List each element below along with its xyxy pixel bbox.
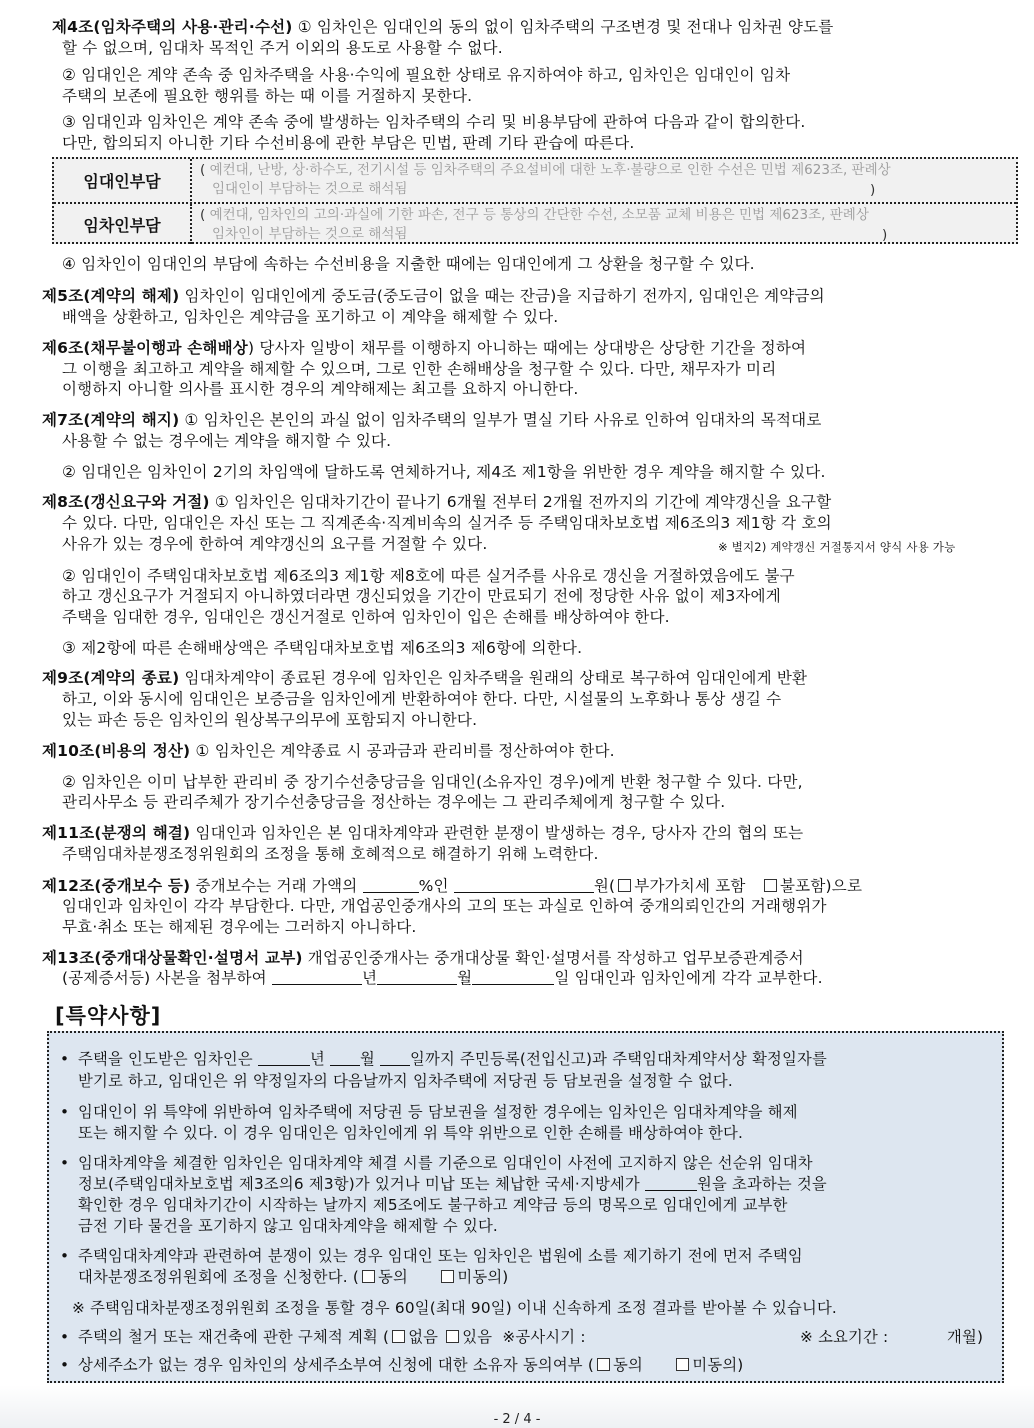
special-item2-line1: • 임대인이 위 특약에 위반하여 임차주택에 저당권 등 담보권을 설정한 경우에는 임차인은 임대차계약을 해제 xyxy=(60,1102,798,1124)
special-item5: • 주택의 철거 또는 재건축에 관한 구체적 계획 ( 없음 있음 ※공사시기 : xyxy=(60,1327,586,1349)
bullet-icon: • xyxy=(60,1050,70,1068)
article4-p4: ④ 임차인이 임대인의 부담에 속하는 수선비용을 지출한 때에는 임대인에게 그 상환을 청구할 수 있다. xyxy=(62,255,755,273)
special-terms-title: [특약사항] xyxy=(55,1004,162,1028)
move-in-month-field[interactable] xyxy=(330,1049,360,1066)
bullet-icon: • xyxy=(60,1356,70,1374)
article8-p2-line3: 주택을 임대한 경우, 임대인은 갱신거절로 인하여 임차인이 입은 손해를 배상하여야 한다. xyxy=(62,608,670,626)
delivery-year-field[interactable] xyxy=(272,968,362,985)
delivery-month-field[interactable] xyxy=(377,968,457,985)
landlord-cost-label: 임대인부담 xyxy=(54,159,192,201)
article8-title: 제8조(갱신요구와 거절) xyxy=(42,493,210,511)
special-item3-line2: 정보(주택임대차보호법 제3조의6 제3항)가 있거나 미납 또는 체납한 국세·지방세가 원을 초과하는 것을 xyxy=(78,1175,827,1193)
article13-line1: 제13조(중개대상물확인·설명서 교부) 개업공인중개사는 중개대상물 확인·설명서를 작성하고 업무보증관계증서 xyxy=(42,949,804,967)
tenant-cost-hint[interactable]: ( 예컨대, 임차인의 고의·과실에 기한 파손, 전구 등 통상의 간단한 수선, 소모품 교체 비용은 민법 제623조, 판례상 임차인이 부담하는 것으로 해석됨 ) xyxy=(200,207,888,243)
landlord-cost-hint[interactable]: ( 예컨대, 난방, 상·하수도, 전기시설 등 임차주택의 주요설비에 대한 노후·불량으로 인한 수선은 민법 제623조, 판례상 임대인이 부담하는 것으로 해석됨 ) xyxy=(200,162,891,198)
article7-p1-line2: 사용할 수 없는 경우에는 계약을 해지할 수 있다. xyxy=(62,432,392,450)
article6-title: 제6조(채무불이행과 손해배상 xyxy=(42,339,248,357)
article4-p2-line2: 주택의 보존에 필요한 행위를 하는 때 이를 거절하지 못한다. xyxy=(62,87,473,105)
article13-line2: (공제증서등) 사본을 첨부하여 년 월 일 임대인과 임차인에게 각각 교부한다. xyxy=(62,969,823,987)
article4-p3-line2: 다만, 합의되지 아니한 기타 수선비용에 관한 부담은 민법, 판례 기타 관습에 따른다. xyxy=(62,134,635,152)
article4-p1-line1: 제4조(임차주택의 사용·관리·수선) ① 임차인은 임대인의 동의 없이 임차주택의 구조변경 및 전대나 임차권 양도를 xyxy=(52,18,834,36)
article8-p2-line2: 하고 갱신요구가 거절되지 아니하였더라면 갱신되었을 기간이 만료되기 전에 정당한 사유 없이 제3자에게 xyxy=(62,587,781,605)
address-agree-checkbox[interactable] xyxy=(597,1358,610,1371)
brokerage-rate-field[interactable] xyxy=(363,876,419,893)
article12-line2: 임대인과 임차인이 각각 부담한다. 다만, 개업공인중개사의 고의 또는 과실로 인하여 중개의뢰인간의 거래행위가 xyxy=(62,897,827,915)
special-item3-line4: 금전 기타 물건을 포기하지 않고 임대차계약을 해제할 수 있다. xyxy=(78,1217,498,1235)
bullet-icon: • xyxy=(60,1103,70,1121)
demolition-none-checkbox[interactable] xyxy=(392,1330,405,1343)
article5-line1: 제5조(계약의 해제) 임차인이 임대인에게 중도금(중도금이 없을 때는 잔금)을 지급하기 전까지, 임대인은 계약금의 xyxy=(42,287,825,305)
article7-title: 제7조(계약의 해지) xyxy=(42,411,180,429)
move-in-day-field[interactable] xyxy=(380,1049,410,1066)
bullet-icon: • xyxy=(60,1154,70,1172)
article8-p3: ③ 제2항에 따른 손해배상액은 주택임대차보호법 제6조의3 제6항에 의한다. xyxy=(62,639,583,657)
article4-title: 제4조(임차주택의 사용·관리·수선) xyxy=(52,18,293,36)
bullet-icon: • xyxy=(60,1247,70,1265)
mediation-agree-checkbox[interactable] xyxy=(362,1270,375,1283)
article4-p3-line1: ③ 임대인과 임차인은 계약 존속 중에 발생하는 임차주택의 수리 및 비용부담에 관하여 다음과 같이 합의한다. xyxy=(62,113,806,131)
article9-line3: 있는 파손 등은 임차인의 원상복구의무에 포함되지 아니한다. xyxy=(62,711,478,729)
tax-threshold-field[interactable] xyxy=(645,1174,697,1191)
article8-p1-line1: 제8조(갱신요구와 거절) ① 임차인은 임대차기간이 끝나기 6개월 전부터 2개월 전까지의 기간에 계약갱신을 요구할 xyxy=(42,493,832,511)
bullet-icon: • xyxy=(60,1328,70,1346)
article12-title: 제12조(중개보수 등) xyxy=(42,877,191,895)
article11-line1: 제11조(분쟁의 해결) 임대인과 임차인은 본 임대차계약과 관련한 분쟁이 발생하는 경우, 당사자 간의 협의 또는 xyxy=(42,824,804,842)
article5-title: 제5조(계약의 해제) xyxy=(42,287,180,305)
repair-cost-table xyxy=(52,157,1018,244)
article5-line2: 배액을 상환하고, 임차인은 계약금을 포기하고 이 계약을 해제할 수 있다. xyxy=(62,308,559,326)
special-item1-line2: 받기로 하고, 임대인은 위 약정일자의 다음날까지 임차주택에 저당권 등 담보권을 설정할 수 없다. xyxy=(78,1072,733,1090)
article7-p2: ② 임대인은 임차인이 2기의 차임액에 달하도록 연체하거나, 제4조 제1항을 위반한 경우 계약을 해지할 수 있다. xyxy=(62,463,826,481)
article6-line1: 제6조(채무불이행과 손해배상) 당사자 일방이 채무를 이행하지 아니하는 때에는 상대방은 상당한 기간을 정하여 xyxy=(42,339,807,357)
address-disagree-checkbox[interactable] xyxy=(676,1358,689,1371)
mediation-note: ※ 주택임대차분쟁조정위원회 조정을 통할 경우 60일(최대 90일) 이내 신속하게 조정 결과를 받아볼 수 있습니다. xyxy=(72,1299,837,1317)
mediation-disagree-checkbox[interactable] xyxy=(441,1270,454,1283)
article9-line2: 하고, 이와 동시에 임대인은 보증금을 임차인에게 반환하여야 한다. 다만, 시설물의 노후화나 통상 생길 수 xyxy=(62,690,782,708)
article10-p1: 제10조(비용의 정산) ① 임차인은 계약종료 시 공과금과 관리비를 정산하여야 한다. xyxy=(42,742,615,760)
duration-label: ※ 소요기간 : xyxy=(800,1328,889,1346)
article11-line2: 주택임대차분쟁조정위원회의 조정을 통해 호혜적으로 해결하기 위해 노력한다. xyxy=(62,845,599,863)
special-item1-line1: • 주택을 인도받은 임차인은 년 월 일까지 주민등록(전입신고)과 주택임대차계약서상 확정일자를 xyxy=(60,1049,827,1071)
article12-line1: 제12조(중개보수 등) 중개보수는 거래 가액의 %인 원( 부가가치세 포함 불포함)으로 xyxy=(42,877,863,895)
tenant-cost-label: 임차인부담 xyxy=(54,204,192,244)
move-in-year-field[interactable] xyxy=(258,1049,310,1066)
article7-p1-line1: 제7조(계약의 해지) ① 임차인은 본인의 과실 없이 임차주택의 일부가 멸실 기타 사유로 인하여 임대차의 목적대로 xyxy=(42,411,822,429)
tenant-cost-row xyxy=(54,202,1016,244)
article11-title: 제11조(분쟁의 해결) xyxy=(42,824,191,842)
demolition-exists-checkbox[interactable] xyxy=(446,1330,459,1343)
article8-p1-line3: 사유가 있는 경우에 한하여 계약갱신의 요구를 거절할 수 있다. xyxy=(62,535,488,553)
article4-p2-line1: ② 임대인은 계약 존속 중 임차주택을 사용·수익에 필요한 상태로 유지하여야 하고, 임차인은 임대인이 임차 xyxy=(62,66,791,84)
special-item4-line2: 대차분쟁조정위원회에 조정을 신청한다. ( 동의 미동의) xyxy=(78,1268,509,1286)
special-item6: • 상세주소가 없는 경우 임차인의 상세주소부여 신청에 대한 소유자 동의여부 ( 동의 미동의) xyxy=(60,1355,743,1377)
brokerage-amount-field[interactable] xyxy=(454,876,594,893)
article12-line3: 무효·취소 또는 해제된 경우에는 그러하지 아니하다. xyxy=(62,918,417,936)
article8-form-note: ※ 별지2) 계약갱신 거절통지서 양식 사용 가능 xyxy=(718,540,956,554)
article9-line1: 제9조(계약의 종료) 임대차계약이 종료된 경우에 임차인은 임차주택을 원래의 상태로 복구하여 임대인에게 반환 xyxy=(42,669,808,687)
article13-title: 제13조(중개대상물확인·설명서 교부) xyxy=(42,949,303,967)
article6-line3: 이행하지 아니할 의사를 표시한 경우의 계약해제는 최고를 요하지 아니한다. xyxy=(62,380,579,398)
delivery-day-field[interactable] xyxy=(472,968,554,985)
page-indicator: - 2 / 4 - xyxy=(493,1412,541,1427)
vat-exclude-checkbox[interactable] xyxy=(764,879,777,892)
vat-include-checkbox[interactable] xyxy=(618,879,631,892)
duration-months: 개월) xyxy=(947,1328,984,1346)
special-item4-line1: • 주택임대차계약과 관련하여 분쟁이 있는 경우 임대인 또는 임차인은 법원에 소를 제기하기 전에 먼저 주택임 xyxy=(60,1246,803,1268)
article8-p2-line1: ② 임대인이 주택임대차보호법 제6조의3 제1항 제8호에 따른 실거주를 사유로 갱신을 거절하였음에도 불구 xyxy=(62,567,795,585)
special-item3-line3: 확인한 경우 임대차기간이 시작하는 날까지 제5조에도 불구하고 계약금 등의 명목으로 임대인에게 교부한 xyxy=(78,1196,788,1214)
article10-p2-line1: ② 임차인은 이미 납부한 관리비 중 장기수선충당금을 임대인(소유자인 경우)에게 반환 청구할 수 있다. 다만, xyxy=(62,773,803,791)
article6-line2: 그 이행을 최고하고 계약을 해제할 수 있으며, 그로 인한 손해배상을 청구할 수 있다. 다만, 채무자가 미리 xyxy=(62,360,777,378)
article4-p1-line2: 할 수 없으며, 임대차 목적인 주거 이외의 용도로 사용할 수 없다. xyxy=(62,39,503,57)
special-item2-line2: 또는 해지할 수 있다. 이 경우 임대인은 임차인에게 위 특약 위반으로 인한 손해를 배상하여야 한다. xyxy=(78,1124,744,1142)
article8-p1-line2: 수 있다. 다만, 임대인은 자신 또는 그 직계존속·직계비속의 실거주 등 주택임대차보호법 제6조의3 제1항 각 호의 xyxy=(62,514,832,532)
article10-title: 제10조(비용의 정산) xyxy=(42,742,191,760)
article9-title: 제9조(계약의 종료) xyxy=(42,669,180,687)
landlord-cost-row xyxy=(54,159,1016,201)
special-item3-line1: • 임대차계약을 체결한 임차인은 임대차계약 체결 시를 기준으로 임대인이 사전에 고지하지 않은 선순위 임대차 xyxy=(60,1153,813,1175)
article10-p2-line2: 관리사무소 등 관리주체가 장기수선충당금을 정산하는 경우에는 그 관리주체에게 청구할 수 있다. xyxy=(62,793,726,811)
